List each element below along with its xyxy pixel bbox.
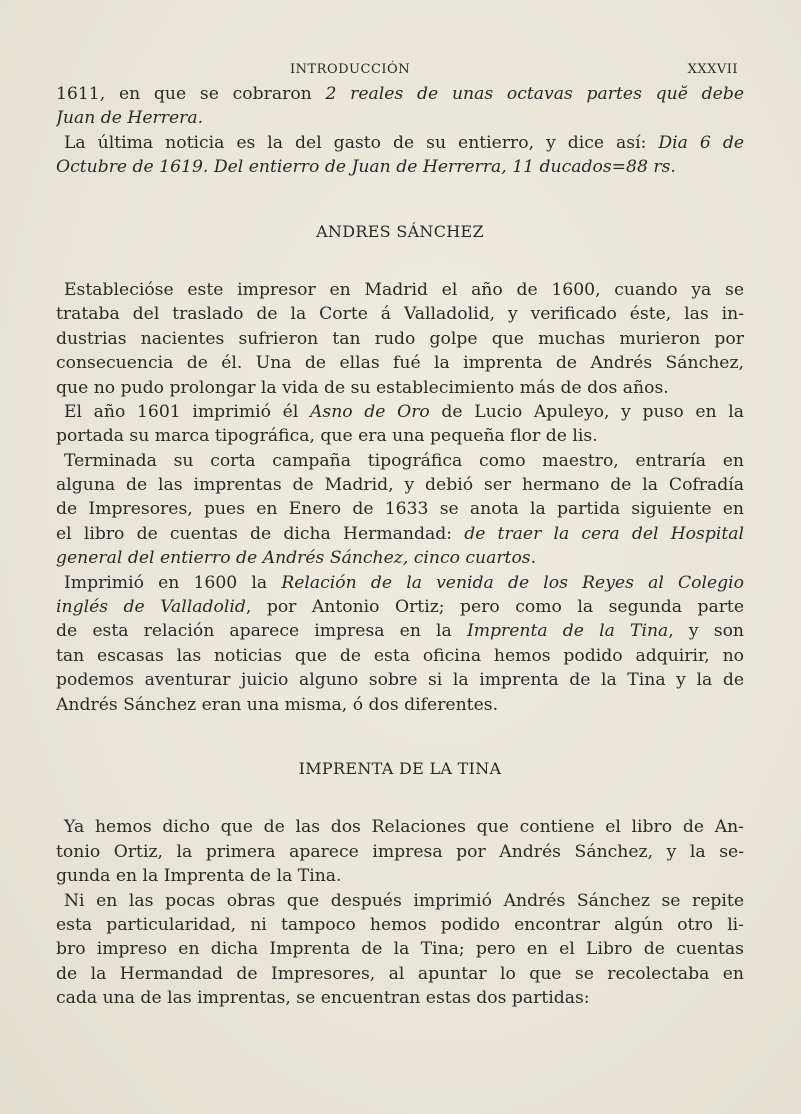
text-line: cada una de las imprentas, se encuentran estas dos partidas: bbox=[56, 988, 590, 1009]
section-heading-andres-sanchez: ANDRES SÁNCHEZ bbox=[316, 221, 484, 241]
text-line: Ni en las pocas obras que después imprimió Andrés Sánchez se repite bbox=[64, 890, 744, 911]
text-line: de la Hermandad de Impresores, al apuntar lo que se recolectaba en bbox=[56, 963, 744, 984]
page-number: XXXVII bbox=[687, 62, 738, 77]
text-line: gunda en la Imprenta de la Tina. bbox=[56, 866, 342, 887]
text-line: tan escasas las noticias que de esta oficina hemos podido adquirir, no bbox=[56, 645, 744, 666]
page-body bbox=[56, 82, 744, 1011]
text-line: Andrés Sánchez eran una misma, ó dos diferentes. bbox=[56, 694, 499, 715]
text-line: que no pudo prolongar la vida de su establecimiento más de dos años. bbox=[56, 377, 669, 398]
text-line: el libro de cuentas de dicha Hermandad: de traer la cera del Hospital bbox=[56, 523, 744, 544]
text-line: Imprimió en 1600 la Relación de la venida de los Reyes al Colegio bbox=[64, 572, 744, 593]
text-line: El año 1601 imprimió él Asno de Oro de Lucio Apuleyo, y puso en la bbox=[64, 401, 744, 422]
text-line: bro impreso en dicha Imprenta de la Tina; pero en el Libro de cuentas bbox=[56, 939, 744, 960]
text-line: Establecióse este impresor en Madrid el año de 1600, cuando ya se bbox=[64, 279, 744, 300]
text-line: Octubre de 1619. Del entierro de Juan de Herrerra, 11 ducados=88 rs. bbox=[56, 157, 676, 178]
text-line: consecuencia de él. Una de ellas fué la imprenta de Andrés Sánchez, bbox=[56, 353, 744, 374]
text-line: 1611, en que se cobraron 2 reales de unas octavas partes quĕ debe bbox=[56, 84, 744, 104]
text-line: esta particularidad, ni tampoco hemos podido encontrar algún otro li- bbox=[56, 914, 744, 935]
text-line: La última noticia es la del gasto de su entierro, y dice así: Dia 6 de bbox=[64, 132, 744, 153]
text-line: trataba del traslado de la Corte á Valladolid, y verificado éste, las in- bbox=[56, 304, 744, 325]
text-line: general del entierro de Andrés Sánchez, cinco cuartos. bbox=[56, 548, 537, 569]
section-heading-imprenta-de-la-tina: IMPRENTA DE LA TINA bbox=[298, 759, 502, 778]
text-line: de esta relación aparece impresa en la Imprenta de la Tina, y son bbox=[56, 621, 744, 642]
text-line: Juan de Herrera. bbox=[56, 108, 204, 129]
text-line: tonio Ortiz, la primera aparece impresa por Andrés Sánchez, y la se- bbox=[56, 841, 744, 862]
text-line: dustrias nacientes sufrieron tan rudo golpe que muchas murieron por bbox=[56, 328, 744, 349]
running-header bbox=[56, 62, 746, 82]
text-line: podemos aventurar juicio alguno sobre si la imprenta de la Tina y la de bbox=[56, 670, 744, 691]
text-line: alguna de las imprentas de Madrid, y debió ser hermano de la Cofradía bbox=[56, 475, 744, 496]
text-line: Terminada su corta campaña tipográfica como maestro, entraría en bbox=[64, 450, 744, 471]
text-line: Ya hemos dicho que de las dos Relaciones que contiene el libro de An- bbox=[64, 817, 744, 838]
text-line: inglés de Valladolid, por Antonio Ortiz; pero como la segunda parte bbox=[56, 597, 744, 618]
text-line: de Impresores, pues en Enero de 1633 se anota la partida siguiente en bbox=[56, 499, 744, 520]
text-line: portada su marca tipográfica, que era una pequeña flor de lis. bbox=[56, 426, 598, 447]
running-title: INTRODUCCIÓN bbox=[290, 62, 411, 77]
